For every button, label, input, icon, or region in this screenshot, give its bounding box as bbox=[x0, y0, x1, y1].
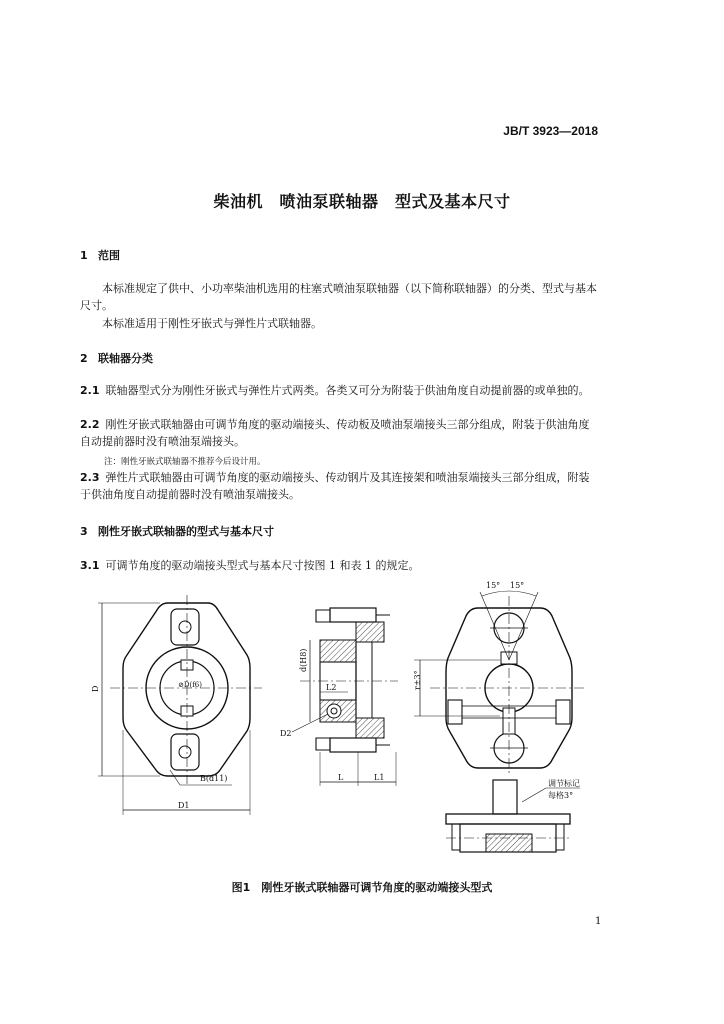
label-adjust-mark: 调节标记 bbox=[548, 779, 580, 788]
clause-number: 2.1 bbox=[80, 384, 100, 397]
standard-code: JB/T 3923—2018 bbox=[503, 124, 598, 138]
label-angle-left: 15° bbox=[486, 581, 501, 590]
label-B: B(d11) bbox=[200, 774, 228, 783]
clause-number: 3.1 bbox=[80, 559, 100, 572]
label-diameter-D: ⊘D(f6) bbox=[178, 681, 202, 689]
section-number: 3 bbox=[80, 525, 88, 538]
page-number: 1 bbox=[595, 916, 602, 927]
clause-text: 刚性牙嵌式联轴器由可调节角度的驱动端接头、传动板及喷油泵端接头三部分组成，附装于供油角度自动提前器时没有喷油泵端接头。 bbox=[80, 418, 590, 448]
clause-number: 2.3 bbox=[80, 471, 100, 484]
section-title: 范围 bbox=[98, 249, 120, 262]
label-L1: L1 bbox=[374, 773, 385, 782]
section-number: 1 bbox=[80, 249, 88, 262]
label-D2: D2 bbox=[280, 729, 292, 738]
label-r: r±3° bbox=[413, 670, 422, 690]
label-L2: L2 bbox=[326, 683, 337, 692]
label-each-step: 每格3° bbox=[548, 791, 574, 800]
clause-text: 可调节角度的驱动端接头型式与基本尺寸按图 1 和表 1 的规定。 bbox=[105, 559, 420, 572]
section-number: 2 bbox=[80, 352, 88, 365]
section-view bbox=[292, 608, 398, 786]
label-L: L bbox=[338, 773, 344, 782]
note: 注：刚性牙嵌式联轴器不推荐今后设计用。 bbox=[104, 457, 266, 467]
clause-text: 联轴器型式分为刚性牙嵌式与弹性片式两类。各类又可分为附装于供油角度自动提前器的或单独的。 bbox=[105, 384, 590, 397]
section-1-paragraph-2: 本标准适用于刚性牙嵌式与弹性片式联轴器。 bbox=[102, 317, 322, 330]
front-view bbox=[98, 595, 262, 815]
label-D: D bbox=[91, 685, 100, 692]
figure-caption: 图1 刚性牙嵌式联轴器可调节角度的驱动端接头型式 bbox=[231, 881, 493, 894]
section-title: 联轴器分类 bbox=[98, 352, 153, 365]
label-dH: d(H8) bbox=[299, 648, 308, 672]
section-1-paragraph-1: 本标准规定了供中、小功率柴油机选用的柱塞式喷油泵联轴器（以下简称联轴器）的分类、型式与基本尺寸。 bbox=[80, 282, 597, 312]
section-title: 刚性牙嵌式联轴器的型式与基本尺寸 bbox=[98, 525, 274, 538]
clause-text: 弹性片式联轴器由可调节角度的驱动端接头、传动钢片及其连接架和喷油泵端接头三部分组成，附装于供油角度自动提前器时没有喷油泵端接头。 bbox=[80, 471, 590, 501]
document-title: 柴油机 喷油泵联轴器 型式及基本尺寸 bbox=[213, 192, 511, 211]
label-angle-right: 15° bbox=[510, 581, 525, 590]
clause-number: 2.2 bbox=[80, 418, 100, 431]
side-view bbox=[414, 591, 586, 776]
label-D1: D1 bbox=[178, 801, 190, 810]
